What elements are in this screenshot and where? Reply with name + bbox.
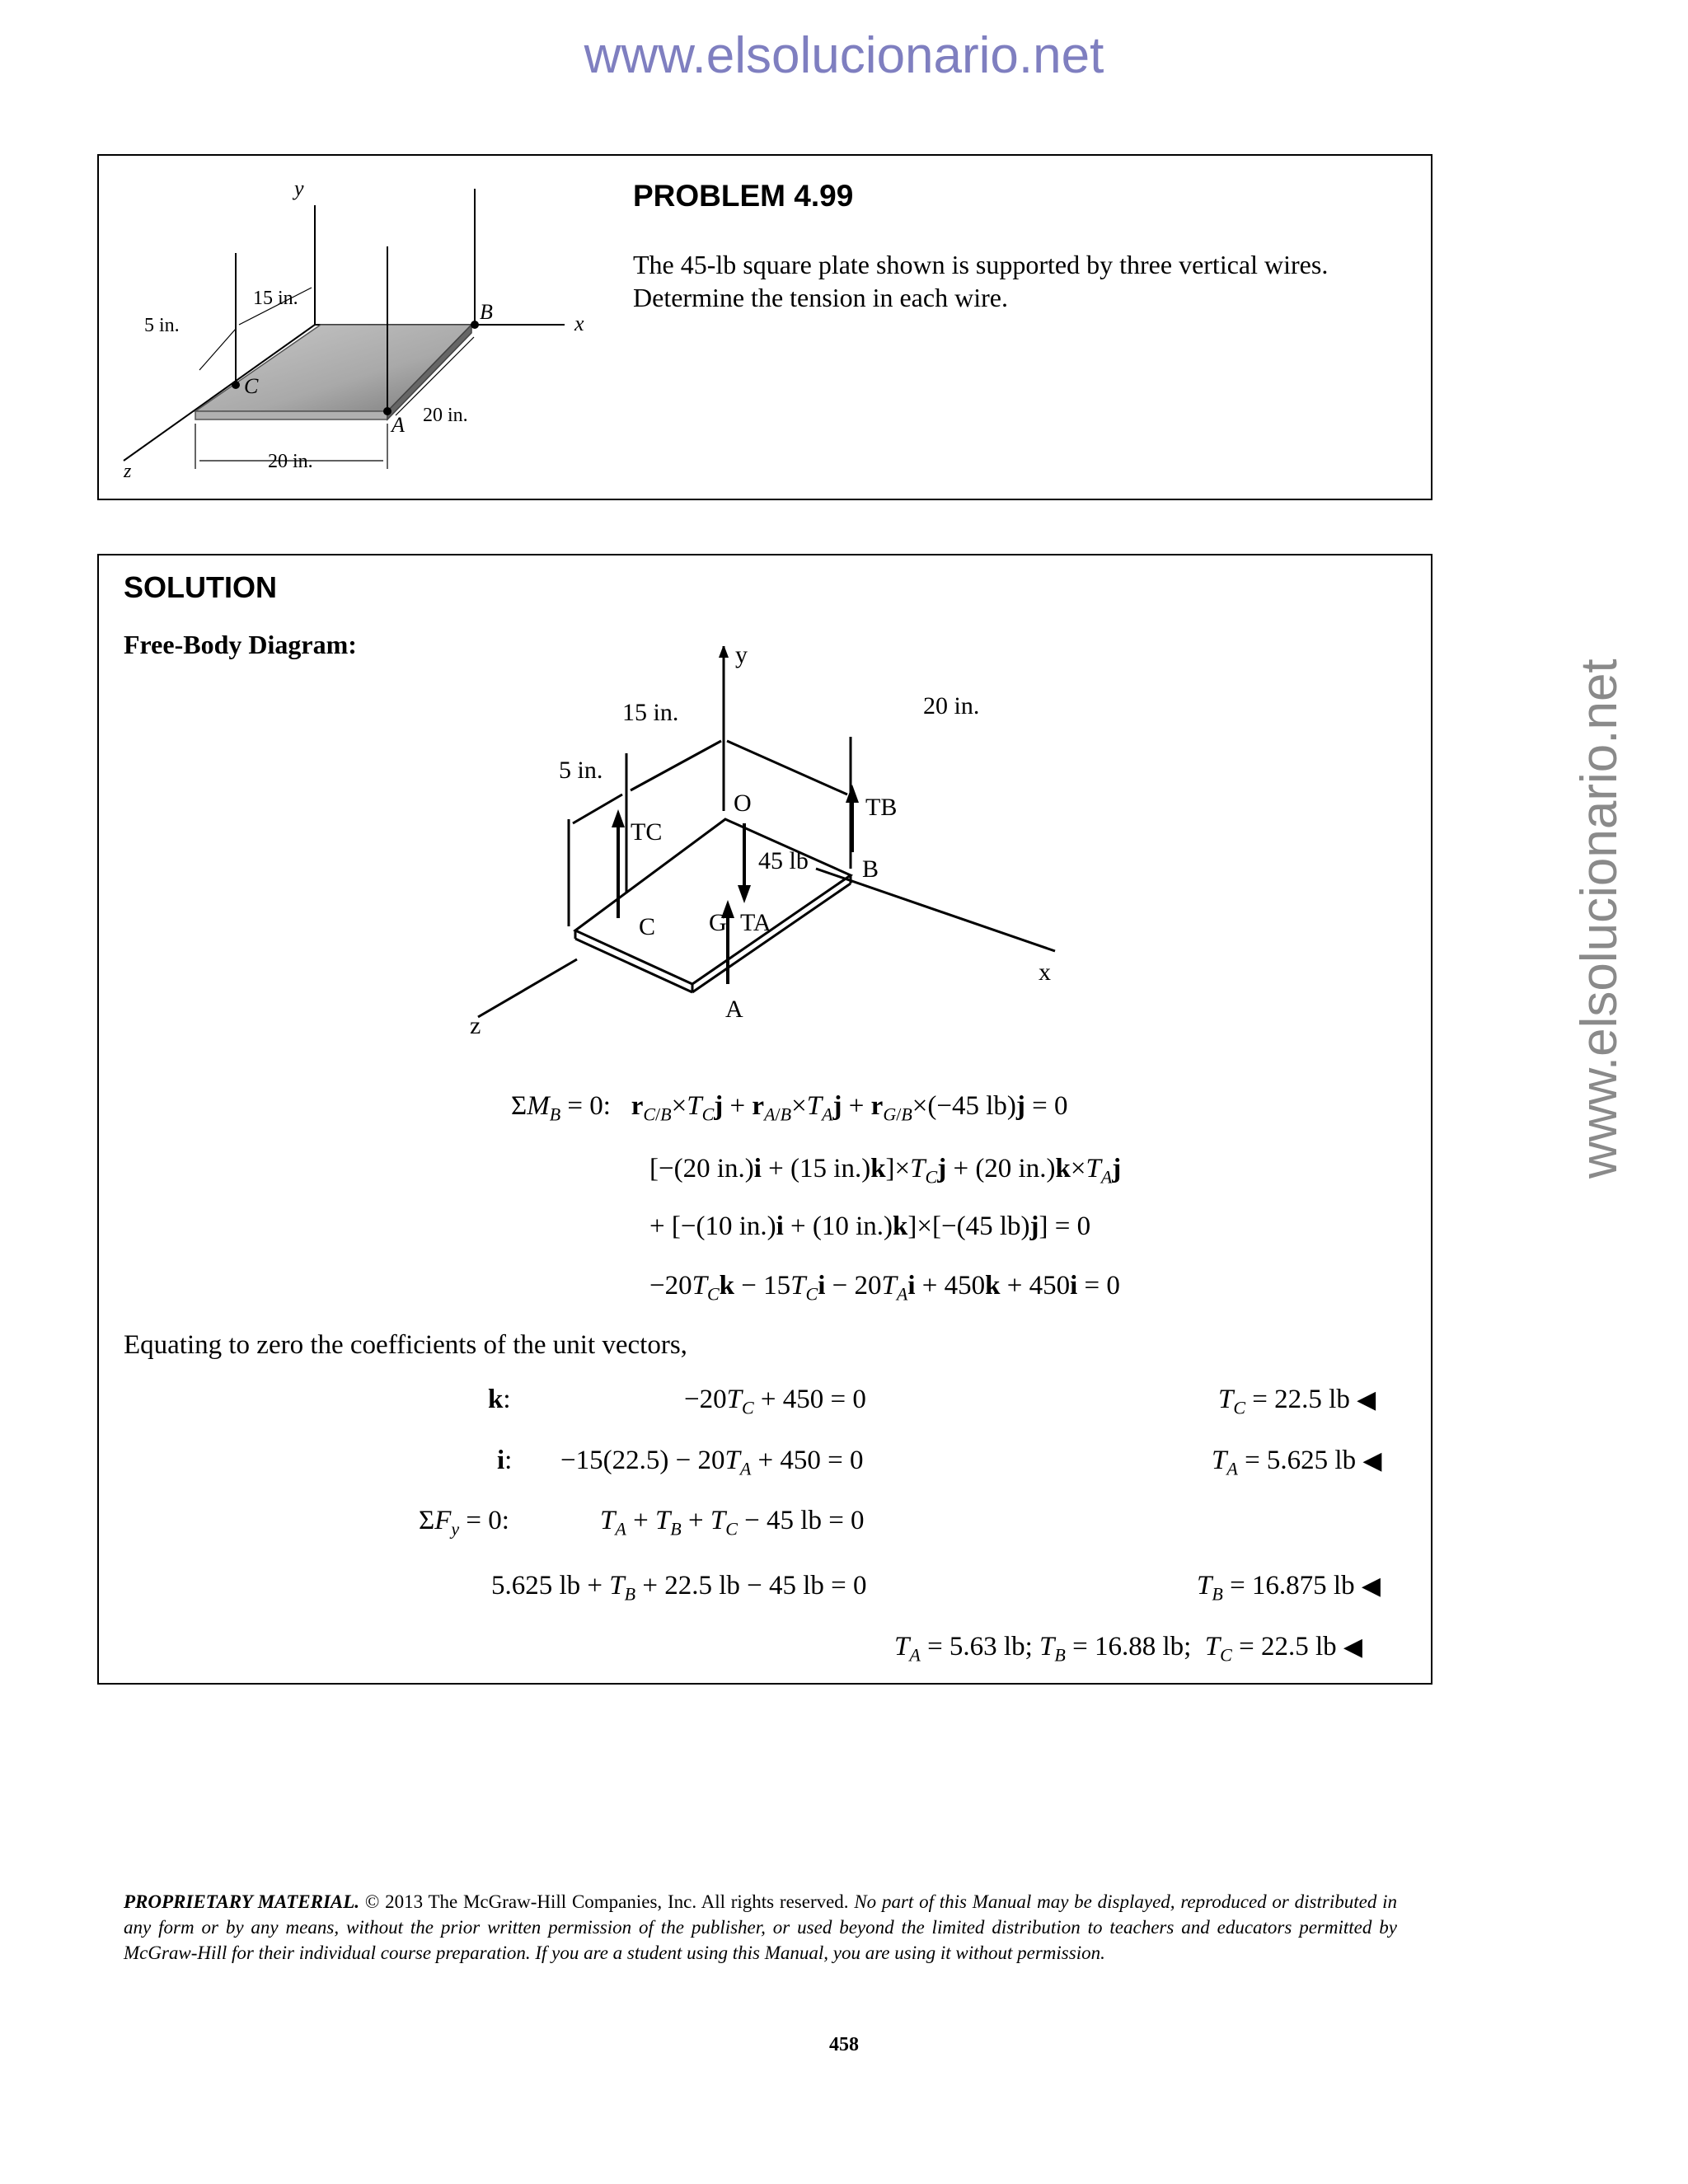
fbd-dim-20: 20 in. [923,692,980,719]
fbd-label-O: O [734,790,752,817]
fbd-label-TC: TC [631,818,663,846]
eq-fy-label: $\Sigma F_y = 0$: [419,1506,509,1540]
eq-moment-expanded: $-20T_Ck - 15T_Ci - 20T_Ai + 450k + 450i = 0$ [649,1271,1120,1305]
result-TA: $T_A = 5.625$ lb ◀ [1212,1446,1382,1479]
fig-dim-15: 15 in. [253,288,298,309]
eq-fy: $T_A + T_B + T_C - 45$ lb = 0 [600,1506,865,1540]
footer-notice [124,1889,1397,1966]
problem-box [97,154,1432,500]
eq-moment-vectors: [−(20 in.)i + (15 $in.)k]\times T_Cj + (20$ $in.)k\times T_Aj$ [649,1154,1122,1188]
equating-text: Equating to zero the coefficients of the unit vectors, [124,1330,687,1360]
footer-copyright: © 2013 The McGraw-Hill Companies, Inc. All rights reserved. [364,1891,849,1912]
fbd-label-z: z [470,1012,481,1039]
fbd-label-x: x [1039,958,1051,986]
fbd-label-y: y [735,646,748,668]
problem-figure [99,156,593,485]
eq-k: $-20T_C + 450 = 0$ [684,1385,866,1418]
result-TB: $T_B = 16.875$ lb ◀ [1197,1571,1381,1605]
fig-label-C: C [244,374,259,398]
fig-label-z: z [124,461,132,482]
fbd-dim-5: 5 in. [559,757,603,784]
fbd-label-A: A [725,996,743,1023]
fig-dim-20-side: 20 in. [423,405,468,426]
final-answer: $T_A = 5.63$ lb; $T_B = 16.88$ lb; $T_C = 22.5$ lb ◀ [894,1632,1362,1666]
fbd-label: Free-Body Diagram: [124,630,357,659]
eq-moment-sum: $\Sigma M_B = 0$: $r_{C/B}\times T_Cj + r_{A/B}\times T_Aj + r_{G/B}\times(-45$ lb)j = 0 [511,1091,1068,1125]
fig-dim-5: 5 in. [144,315,180,336]
fig-label-A: A [392,413,405,437]
eq-k-label: k: [488,1385,511,1414]
eq-fy-subst: 5.625 lb + $T_B + 22.5$ lb − 45 lb = 0 [491,1571,867,1605]
fbd-label-TB: TB [865,794,898,821]
solution-title: SOLUTION [124,570,277,604]
fbd-label-TA: TA [740,909,771,936]
watermark-side: www.elsolucionario.net [1571,658,1628,1179]
problem-text: The 45-lb square plate shown is supported by three vertical wires. Determine the tension in each wire. [633,250,1329,312]
fig-dim-20-bottom: 20 in. [268,451,313,472]
fbd-dim-15: 15 in. [622,699,679,726]
footer-notice-text: No part of this Manual may be displayed, reproduced or distributed in any form or by any means, without the prior written permission of the publisher, or used beyond the limited distribution to teachers and educators permitted by McGraw-Hill for their individual course preparation. If you are a student using this Manual, you are using it without permission. [124,1891,1397,1963]
eq-i: $-15(22.5) - 20T_A + 450 = 0$ [560,1446,864,1479]
free-body-diagram [429,646,1170,1075]
result-TC: $T_C = 22.5$ lb ◀ [1218,1385,1376,1418]
fig-label-B: B [480,300,493,324]
problem-title: PROBLEM 4.99 [633,179,854,213]
fbd-label-weight: 45 lb [758,847,809,874]
footer-proprietary: PROPRIETARY MATERIAL. [124,1891,360,1912]
fbd-label-C: C [639,913,656,940]
fbd-label-B: B [862,855,879,883]
fbd-label-G: G [709,909,727,936]
page-number: 458 [829,2034,859,2055]
eq-moment-weight: + [−(10 in.)i + (10 in.)k]×[−(45 lb)j] = 0 [649,1212,1091,1241]
fig-label-x: x [574,312,584,335]
solution-box [97,554,1432,1685]
fig-label-y: y [294,176,304,200]
watermark-top: www.elsolucionario.net [584,27,1104,84]
eq-i-label: i: [497,1446,513,1475]
